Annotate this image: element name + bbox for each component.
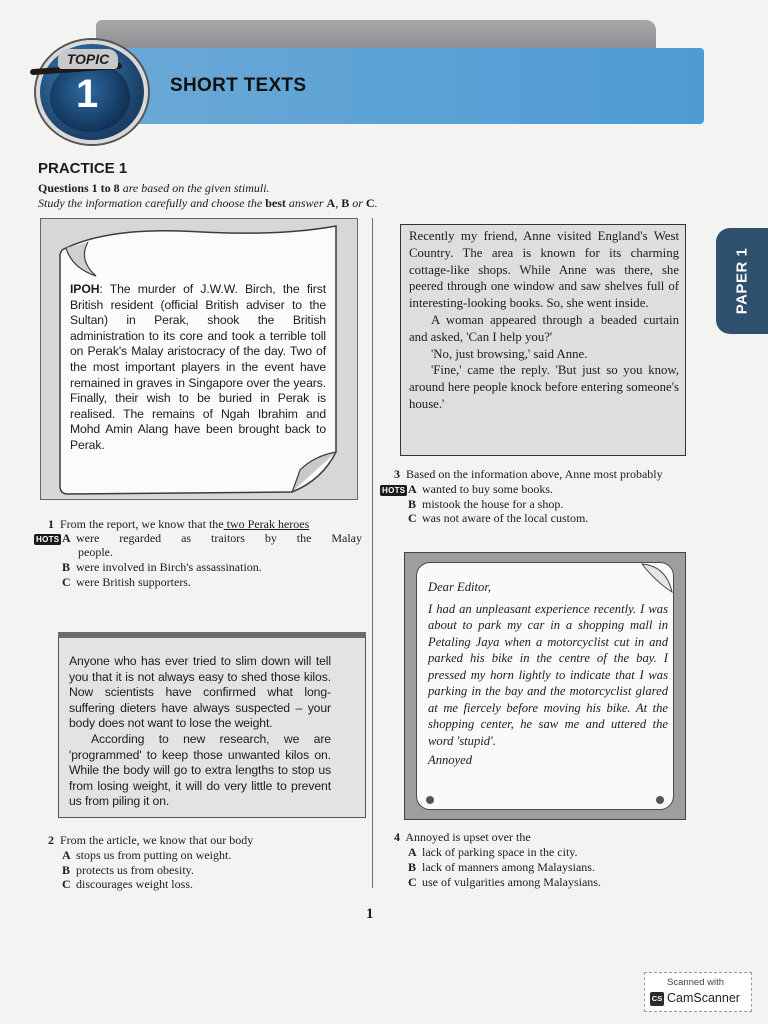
ipoh-report-body: : The murder of J.W.W. Birch, the first British resident (official British adviser to the Sultan) in Perak, shook the British administration to its core and took a terrible toll on Perak's Malay aristocracy of the day. Two of the most important players in the event have remained in graves in Singapore over the years. Finally, their wish to be buried in Perak is realised. The remains of Ngah Ibrahim and Mohd Amin Alang have been brought back to Perak. bbox=[70, 282, 326, 452]
option-text: stops us from putting on weight. bbox=[76, 848, 232, 862]
option-text: lack of parking space in the city. bbox=[422, 845, 578, 859]
scanned-with-text: Scanned with bbox=[667, 977, 725, 988]
article-paragraph: According to new research, we are 'programmed' to keep those unwanted kilos on. While the body will go to extra lengths to stop us from losing weight, it will do very little to prevent us from piling it on. bbox=[69, 731, 331, 809]
option-text: lack of manners among Malaysians. bbox=[422, 860, 595, 874]
instructions-emphasis: best bbox=[265, 196, 286, 210]
option-letter: A bbox=[326, 196, 336, 210]
section-title: SHORT TEXTS bbox=[170, 75, 307, 96]
story-paragraph: 'No, just browsing,' said Anne. bbox=[431, 346, 588, 361]
letter-text bbox=[428, 579, 668, 769]
question-number: 3 bbox=[394, 467, 400, 481]
article-paragraph: Anyone who has ever tried to slim down will tell you that it is not always easy to shed those kilos. Now scientists have confirmed what long-suffering dieters have always suspected – your body does not want to lose the weight. bbox=[69, 654, 331, 731]
q1-option-a-cont: people. bbox=[78, 545, 113, 559]
option-letter: B bbox=[408, 860, 417, 874]
q1-option-b[interactable] bbox=[62, 560, 262, 575]
instructions-text: , bbox=[335, 196, 342, 210]
question-4 bbox=[394, 830, 531, 845]
camscanner-brand: CamScanner bbox=[667, 991, 740, 1005]
q3-option-a[interactable] bbox=[408, 482, 553, 497]
story-paragraph: 'Fine,' came the reply. 'But just so you know, around here people knock before entering someone's house.' bbox=[409, 363, 679, 411]
article-top-bar bbox=[58, 632, 366, 638]
option-letter: B bbox=[62, 863, 71, 877]
instructions-text: are based on the given stimuli. bbox=[119, 181, 270, 195]
q1-option-c[interactable] bbox=[62, 575, 191, 590]
letter-body: I had an unpleasant experience recently. I was about to park my car in a shopping mall in Petaling Jaya when a motorcyclist cut in and parked his bike in the centre of the bay. I pressed my horn lightly to indicate that I was parking in the bay and the motorcyclist glared at me fiercely before moving his bike. At the shopping center, he saw me and uttered the word 'stupid'. bbox=[428, 601, 668, 748]
option-letter: C bbox=[62, 877, 71, 891]
slimming-article-text bbox=[69, 654, 331, 810]
q2-option-a[interactable] bbox=[62, 848, 231, 863]
option-letter: C bbox=[408, 511, 417, 525]
question-stem: From the article, we know that our body bbox=[60, 833, 254, 847]
instructions-line-2 bbox=[38, 196, 378, 211]
question-number: 4 bbox=[394, 830, 400, 844]
instructions-range: Questions 1 to 8 bbox=[38, 181, 120, 195]
q4-option-c[interactable] bbox=[408, 875, 601, 890]
paper-tab-label: PAPER 1 bbox=[733, 247, 751, 315]
option-letter: A bbox=[62, 531, 71, 545]
camscanner-logo-icon: CS bbox=[650, 992, 664, 1006]
q4-option-a[interactable] bbox=[408, 845, 578, 860]
option-text: were involved in Birch's assassination. bbox=[76, 560, 262, 574]
option-letter: A bbox=[408, 845, 417, 859]
letter-signature: Annoyed bbox=[428, 753, 473, 767]
q1-option-a[interactable] bbox=[62, 531, 362, 546]
question-stem: Based on the information above, Anne most probably bbox=[406, 467, 663, 481]
q2-option-c[interactable] bbox=[62, 877, 193, 892]
question-2 bbox=[48, 833, 253, 848]
instructions-text: Study the information carefully and choose the bbox=[38, 196, 266, 210]
option-letter: C bbox=[365, 196, 375, 210]
question-number: 1 bbox=[48, 517, 54, 531]
ipoh-report-text bbox=[70, 282, 326, 454]
question-stem-underlined: two Perak heroes bbox=[223, 517, 310, 531]
option-letter: B bbox=[62, 560, 71, 574]
option-letter: B bbox=[408, 497, 417, 511]
question-number: 2 bbox=[48, 833, 54, 847]
option-text: were regarded as traitors by the Malay bbox=[76, 531, 362, 545]
option-letter: C bbox=[62, 575, 71, 589]
q4-option-b[interactable] bbox=[408, 860, 595, 875]
option-text: wanted to buy some books. bbox=[422, 482, 553, 496]
option-letter: A bbox=[408, 482, 417, 496]
page-number: 1 bbox=[366, 906, 374, 922]
hots-badge: HOTS bbox=[382, 486, 406, 495]
option-text: use of vulgarities among Malaysians. bbox=[422, 875, 601, 889]
option-letter: B bbox=[341, 196, 350, 210]
option-text: discourages weight loss. bbox=[76, 877, 193, 891]
option-letter: C bbox=[408, 875, 417, 889]
ipoh-dateline: IPOH bbox=[70, 282, 100, 296]
instructions-text: . bbox=[374, 196, 378, 210]
topic-label: TOPIC bbox=[58, 49, 118, 69]
instructions-text: or bbox=[349, 196, 366, 210]
option-text: protects us from obesity. bbox=[76, 863, 194, 877]
instructions-line-1 bbox=[38, 181, 270, 196]
q2-option-b[interactable] bbox=[62, 863, 194, 878]
question-stem: From the report, we know that the bbox=[60, 517, 224, 531]
anne-stimulus-text bbox=[409, 228, 679, 413]
hots-badge: HOTS bbox=[36, 535, 60, 544]
letter-salutation: Dear Editor, bbox=[428, 580, 491, 594]
story-paragraph: A woman appeared through a beaded curtain and asked, 'Can I help you?' bbox=[409, 312, 679, 344]
practice-title: PRACTICE 1 bbox=[38, 160, 128, 177]
option-text: mistook the house for a shop. bbox=[422, 497, 564, 511]
instructions-text: answer bbox=[285, 196, 327, 210]
column-divider bbox=[372, 218, 373, 888]
option-letter: A bbox=[62, 848, 71, 862]
q3-option-b[interactable] bbox=[408, 497, 563, 512]
option-text: was not aware of the local custom. bbox=[422, 511, 589, 525]
question-1 bbox=[48, 517, 364, 532]
option-text: were British supporters. bbox=[76, 575, 191, 589]
q3-option-c[interactable] bbox=[408, 511, 588, 526]
story-paragraph: Recently my friend, Anne visited England's West Country. The area is known for its charming cottage-like shops. While Anne was there, she peered through one window and saw shelves full of interesting-looking books. So, she went inside. bbox=[409, 229, 679, 311]
question-3 bbox=[394, 467, 663, 482]
question-stem: Annoyed is upset over the bbox=[405, 830, 531, 844]
topic-number: 1 bbox=[76, 72, 99, 116]
